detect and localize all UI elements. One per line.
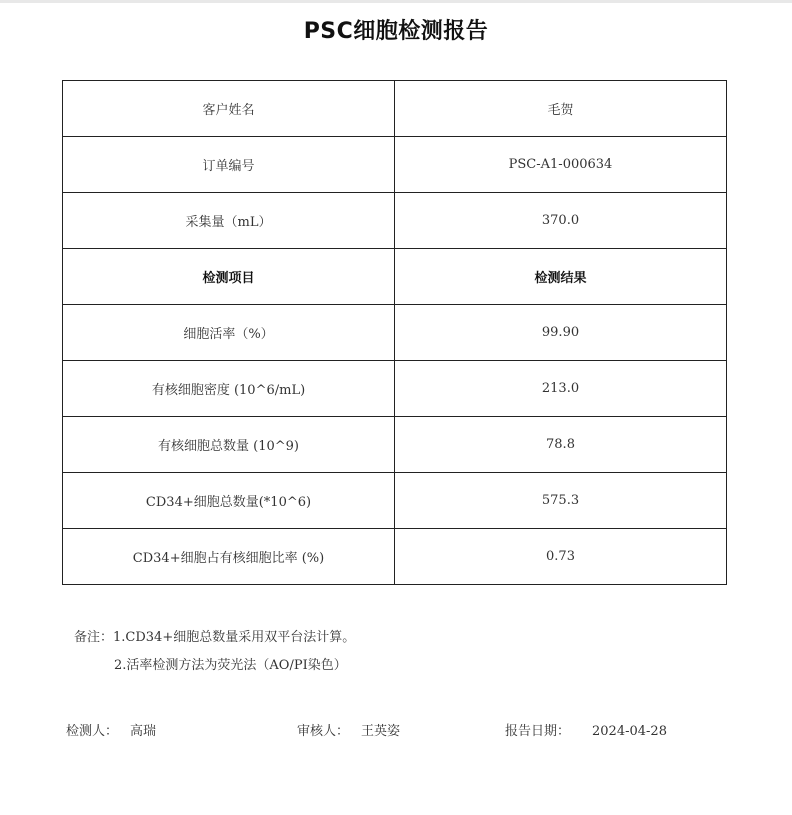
report-date (505, 720, 667, 739)
report-date-value: 2024-04-28 (592, 724, 667, 739)
cd34-ratio-value: 0.73 (395, 529, 727, 585)
table-row (63, 193, 727, 249)
customer-name-label: 客户姓名 (63, 81, 395, 137)
table-row (63, 361, 727, 417)
table-row (63, 473, 727, 529)
reviewer-name: 王英姿 (361, 724, 401, 739)
results-header-row (63, 249, 727, 305)
cell-viability-label: 细胞活率（%） (63, 305, 395, 361)
page-top-edge (0, 0, 792, 3)
customer-name-value: 毛贺 (395, 81, 727, 137)
report-title: PSC细胞检测报告 (303, 19, 489, 44)
test-result-header: 检测结果 (395, 249, 727, 305)
table-row (63, 81, 727, 137)
tester-signature (66, 720, 156, 739)
cd34-total-value: 575.3 (395, 473, 727, 529)
notes-section (74, 624, 355, 680)
notes-prefix: 备注： (74, 630, 114, 645)
total-nucleated-cells-label: 有核细胞总数量 (10^9) (63, 417, 395, 473)
cell-viability-value: 99.90 (395, 305, 727, 361)
tester-name: 高瑞 (130, 724, 157, 739)
nucleated-cell-density-label: 有核细胞密度 (10^6/mL) (63, 361, 395, 417)
note-line-2 (74, 652, 355, 680)
note-2-text: 2.活率检测方法为荧光法（AO/PI染色） (114, 658, 347, 673)
tester-label: 检测人： (66, 724, 119, 739)
order-number-value: PSC-A1-000634 (395, 137, 727, 193)
table-row (63, 137, 727, 193)
nucleated-cell-density-value: 213.0 (395, 361, 727, 417)
note-line-1 (74, 624, 355, 652)
note-1-text: 1.CD34+细胞总数量采用双平台法计算。 (113, 630, 356, 645)
table-row (63, 529, 727, 585)
total-nucleated-cells-value: 78.8 (395, 417, 727, 473)
cd34-total-label: CD34+细胞总数量(*10^6) (63, 473, 395, 529)
collection-volume-label: 采集量（mL） (63, 193, 395, 249)
test-item-header: 检测项目 (63, 249, 395, 305)
table-row (63, 417, 727, 473)
reviewer-signature (297, 720, 400, 739)
cd34-ratio-label: CD34+细胞占有核细胞比率 (%) (63, 529, 395, 585)
report-table (62, 80, 727, 585)
report-date-label: 报告日期： (505, 724, 571, 739)
table-row (63, 305, 727, 361)
order-number-label: 订单编号 (63, 137, 395, 193)
collection-volume-value: 370.0 (395, 193, 727, 249)
reviewer-label: 审核人： (297, 724, 350, 739)
